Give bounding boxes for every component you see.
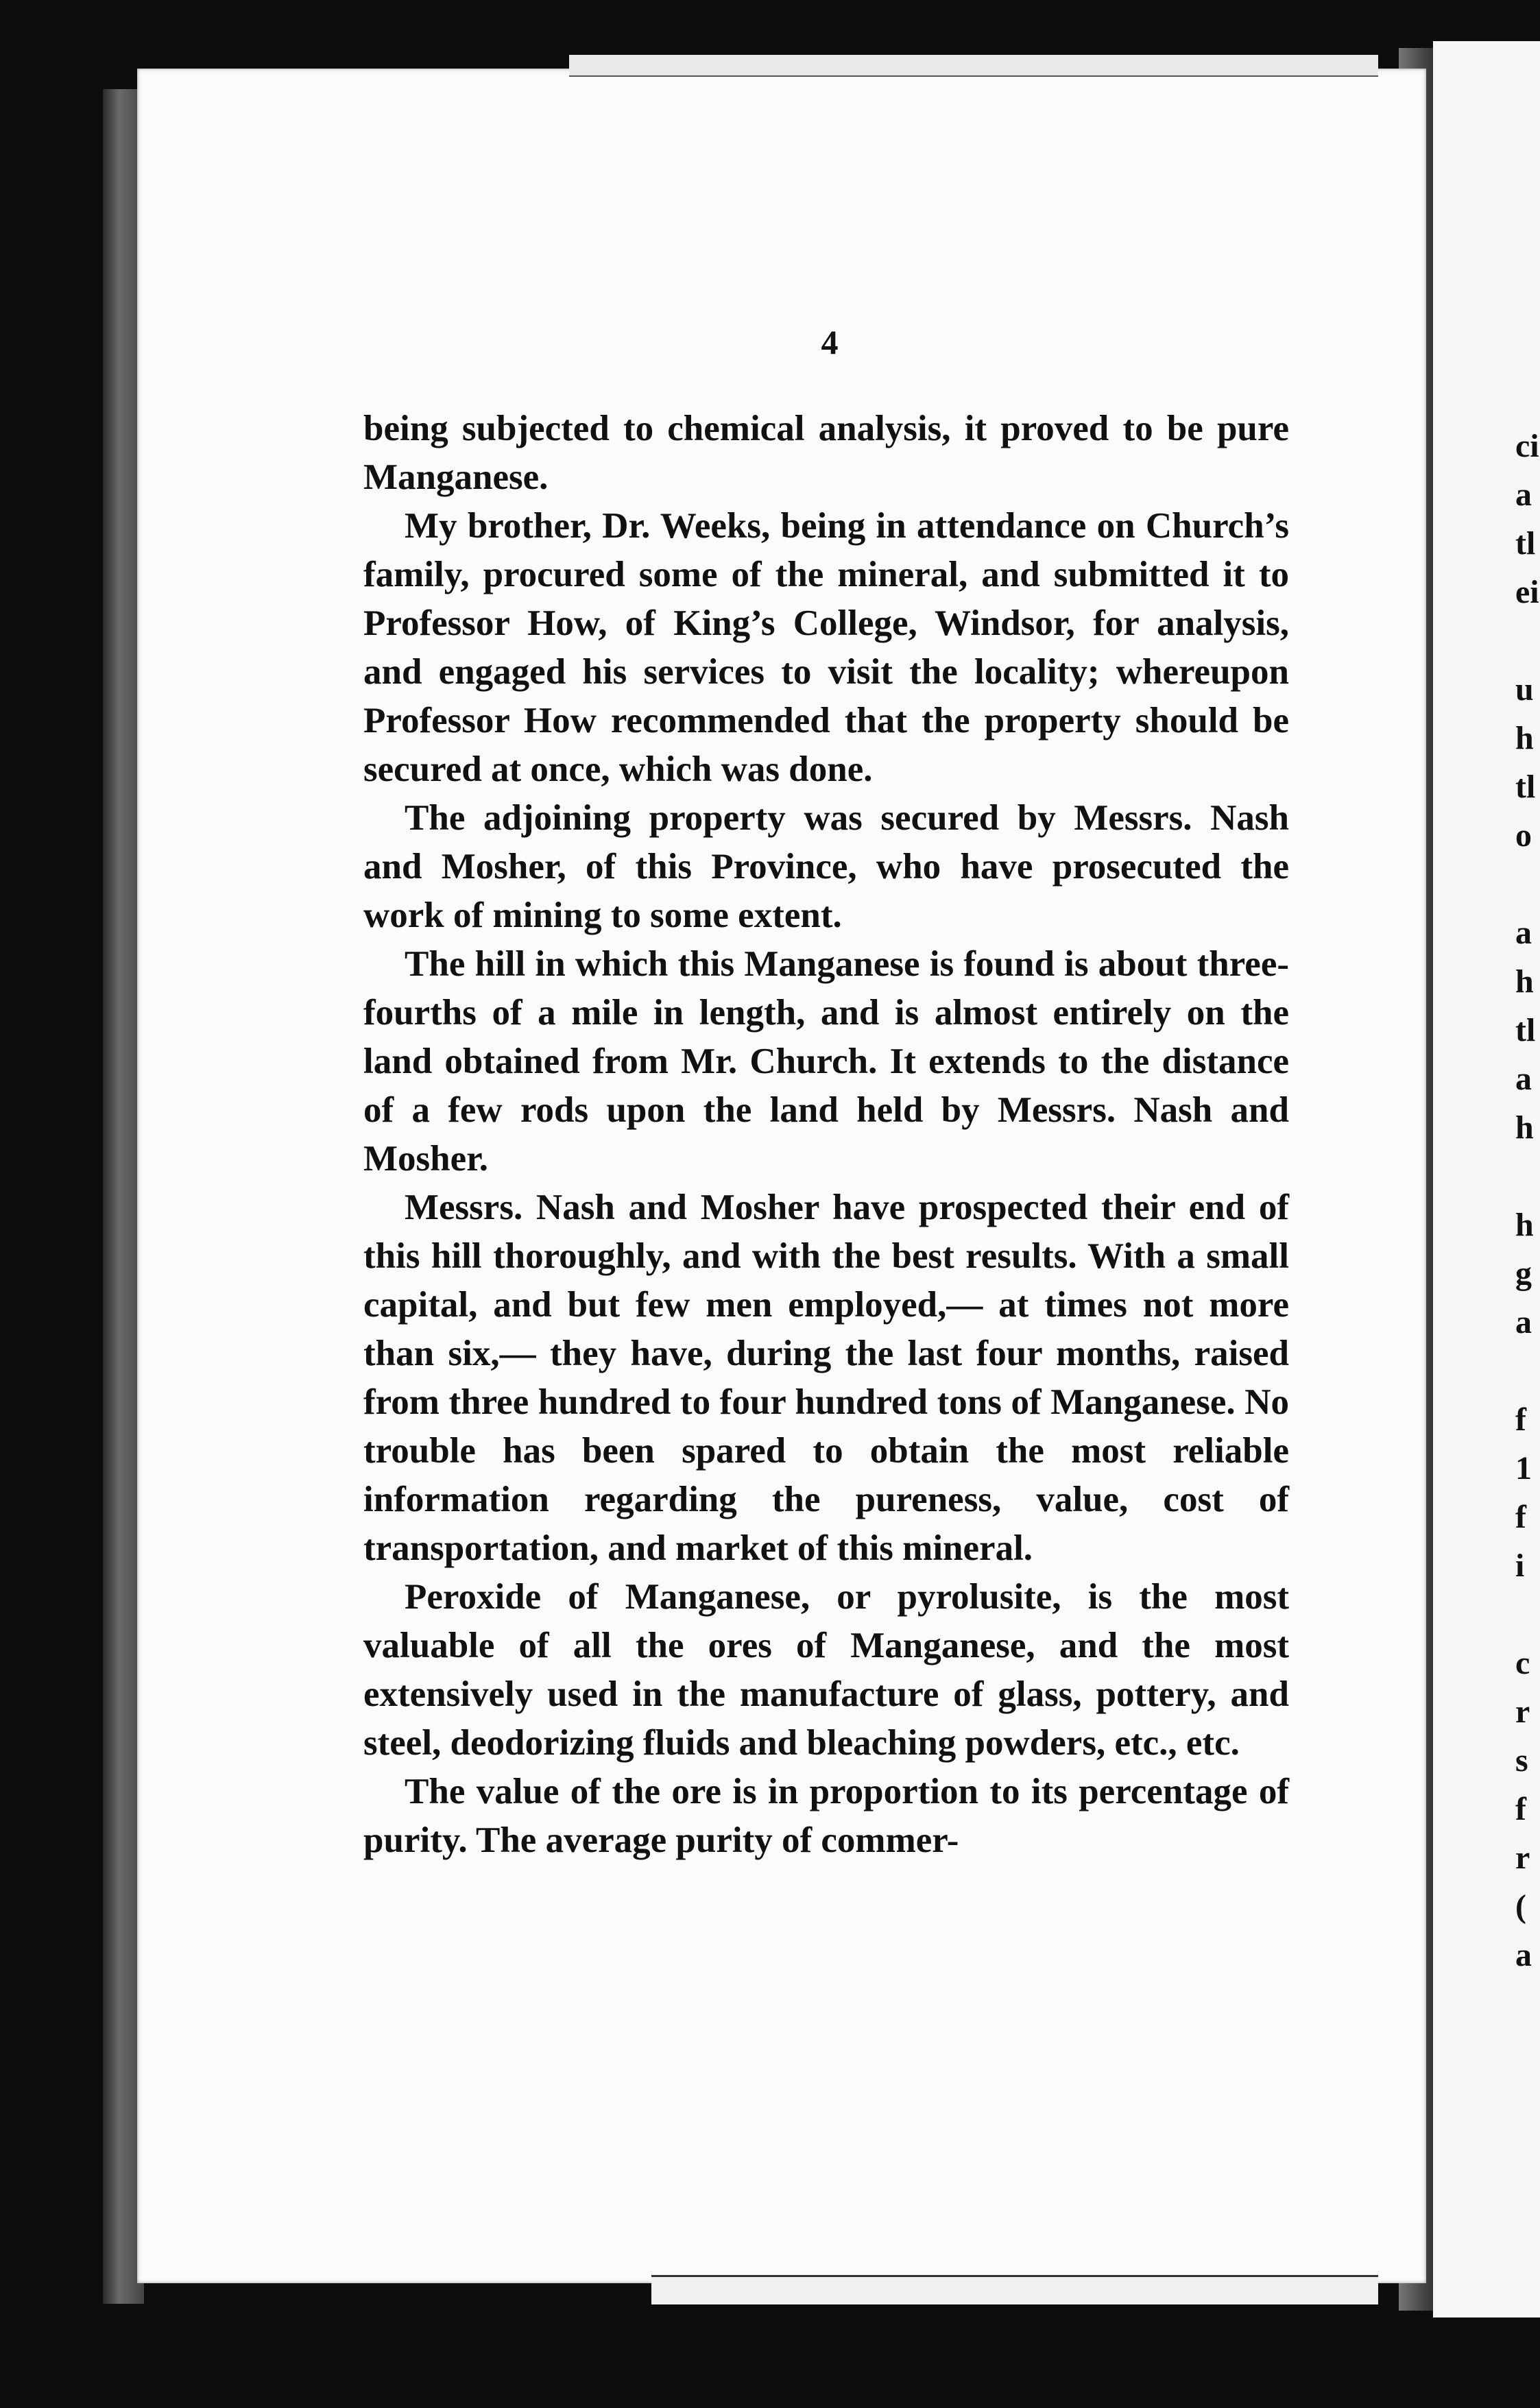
next-page-fragment: ci <box>1515 428 1539 464</box>
next-page-fragment: f <box>1515 1499 1526 1535</box>
next-page-fragment: r <box>1515 1694 1530 1730</box>
next-page-fragment: h <box>1515 720 1534 756</box>
paragraph: The hill in which this Manganese is found is about three-fourths of a mile in length, and is almost entirely on the land obtained from Mr. Church. It extends to the distance of a few rods upon the land held by Messrs. Nash and Mosher. <box>363 944 1289 1179</box>
next-page-fragment: a <box>1515 477 1532 513</box>
next-page-fragment: a <box>1515 1304 1532 1340</box>
next-page-fragment: a <box>1515 1937 1532 1973</box>
next-page-fragment <box>1515 1152 1540 1201</box>
bottom-paper-strip <box>651 2275 1378 2304</box>
paragraph: The value of the ore is in proportion to its percentage of purity. The average purity of commer- <box>363 1772 1289 1860</box>
page-number: 4 <box>821 323 839 361</box>
paragraph: Peroxide of Manganese, or pyrolusite, is the most valuable of all the ores of Manganese, and the most extensively used in the manufacture of glass, pottery, and steel, deodorizing fluids and bleaching powders, etc., etc. <box>363 1577 1289 1763</box>
next-page-fragment: o <box>1515 817 1532 854</box>
page-body-text <box>363 405 1289 1865</box>
next-page-fragment: ei <box>1515 574 1539 610</box>
next-page-fragment: h <box>1515 1109 1534 1146</box>
next-page-fragment: h <box>1515 1207 1534 1243</box>
next-page-fragment: f <box>1515 1791 1526 1827</box>
next-page-fragment <box>1515 616 1540 665</box>
next-page-fragment: a <box>1515 915 1532 951</box>
next-page-fragment: h <box>1515 963 1534 1000</box>
paragraph: The adjoining property was secured by Messrs. Nash and Mosher, of this Province, who have prosecuted the work of mining to some extent. <box>363 798 1289 935</box>
next-page-fragment: i <box>1515 1548 1525 1584</box>
next-page-fragment <box>1515 1590 1540 1639</box>
next-page-fragment: tl <box>1515 1012 1536 1048</box>
next-page-fragment: 1 <box>1515 1450 1532 1486</box>
next-page-fragment: s <box>1515 1742 1528 1779</box>
next-page-fragment: tl <box>1515 769 1536 805</box>
next-page-fragment <box>1515 1347 1540 1395</box>
next-page-fragment <box>1515 860 1540 908</box>
paragraph: Messrs. Nash and Mosher have prospected their end of this hill thoroughly, and with the best results. With a small capital, and but few men employed,— at times not more than six,— they have, during the last four months, raised from three hundred to four hundred tons of Manganese. No trouble has been spared to obtain the most reliable information regarding the pureness, value, cost of transportation, and market of this mineral. <box>363 1188 1289 1568</box>
next-page-fragment: f <box>1515 1401 1526 1438</box>
next-page-fragment: c <box>1515 1645 1530 1681</box>
top-paper-strip <box>569 55 1378 77</box>
next-page-fragment: u <box>1515 671 1534 708</box>
next-page-fragment: ( <box>1515 1888 1526 1925</box>
next-page-fragment: a <box>1515 1061 1532 1097</box>
next-page-fragment: tl <box>1515 525 1536 562</box>
paragraph: being subjected to chemical analysis, it proved to be pure Manganese. <box>363 409 1289 497</box>
paragraph: My brother, Dr. Weeks, being in attendance on Church’s family, procured some of the mineral, and submitted it to Professor How, of King’s College, Windsor, for analysis, and engaged his services to visit the locality; whereupon Professor How recommended that the property should be secured at once, which was done. <box>363 506 1289 789</box>
next-page-text-fragments <box>1515 422 1540 1979</box>
next-page-fragment: r <box>1515 1840 1530 1876</box>
next-page-fragment: g <box>1515 1255 1532 1292</box>
